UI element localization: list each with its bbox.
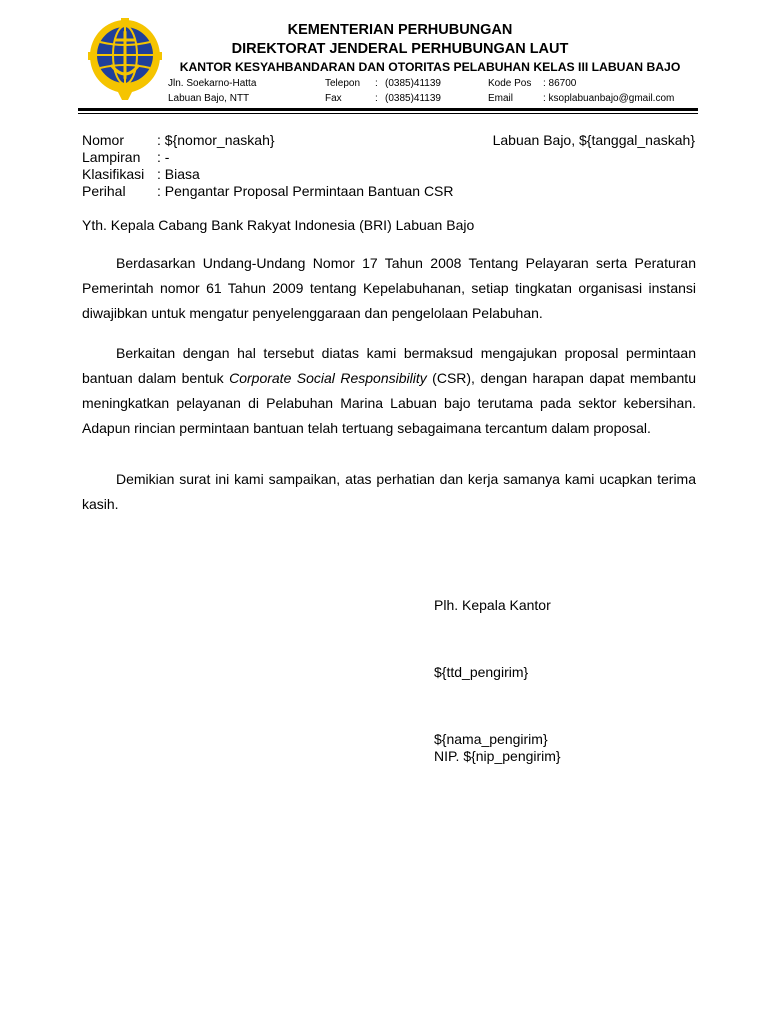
postcode-label: Kode Pos [488,78,532,89]
phone-number: (0385)41139 [385,78,441,89]
office-name: KANTOR KESYAHBANDARAN DAN OTORITAS PELABUHAN KELAS III LABUAN BAJO [179,60,681,74]
recipient: Yth. Kepala Cabang Bank Rakyat Indonesia (BRI) Labuan Bajo [82,217,475,233]
phone-separator: : [375,78,378,89]
lampiran-label: Lampiran [82,149,141,165]
ministry-emblem-icon [88,18,162,102]
perihal-label: Perihal [82,183,126,199]
email-label: Email [488,93,514,104]
body-paragraph-2 [82,341,696,441]
fax-number: (0385)41139 [385,93,441,104]
para2-italic-term: Corporate Social Responsibility [229,370,427,386]
address-line-1: Jln. Soekarno-Hatta [168,78,257,89]
nomor-label: Nomor [82,132,125,148]
letterhead-divider-thin [78,113,698,114]
address-line-2: Labuan Bajo, NTT [168,93,250,104]
perihal-value: : Pengantar Proposal Permintaan Bantuan CSR [157,183,454,199]
nomor-value: : ${nomor_naskah} [157,132,275,148]
postcode-value: : 86700 [543,78,577,89]
klasifikasi-value: : Biasa [157,166,200,182]
phone-label: Telepon [325,78,361,89]
signer-nip: NIP. ${nip_pengirim} [434,748,561,764]
signature-placeholder: ${ttd_pengirim} [434,664,529,680]
place-date: Labuan Bajo, ${tanggal_naskah} [492,132,695,148]
fax-label: Fax [325,93,342,104]
klasifikasi-label: Klasifikasi [82,166,145,182]
signature-title: Plh. Kepala Kantor [434,597,551,613]
ministry-name: KEMENTERIAN PERHUBUNGAN [287,22,513,38]
signer-name: ${nama_pengirim} [434,731,548,747]
para2-text-after: (CSR), dengan harapan dapat membantu meningkatkan pelayanan di Pelabuhan Marina Labuan bajo terutama pada sektor kebersihan. Adapun rincian permintaan bantuan telah tertuang sebagaimana tercantum dalam proposal. [82,370,696,436]
letterhead-divider-thick [78,108,698,111]
lampiran-value: : - [157,149,170,165]
body-paragraph-3: Demikian surat ini kami sampaikan, atas perhatian dan kerja samanya kami ucapkan terima kasih. [82,471,696,512]
email-value: : ksoplabuanbajo@gmail.com [543,93,675,104]
body-paragraph-1: Berdasarkan Undang-Undang Nomor 17 Tahun 2008 Tentang Pelayaran serta Peraturan Pemerintah nomor 61 Tahun 2009 tentang Kepelabuhanan, setiap tingkatan organisasi instansi diwajibkan untuk mengatur penyelenggaraan dan pengelolaan Pelabuhan. [82,255,696,321]
directorate-name: DIREKTORAT JENDERAL PERHUBUNGAN LAUT [231,41,569,57]
fax-separator: : [375,93,378,104]
para2-text-before: Berkaitan dengan hal tersebut diatas kami bermaksud mengajukan proposal permintaan bantuan dalam bentuk [82,345,696,386]
